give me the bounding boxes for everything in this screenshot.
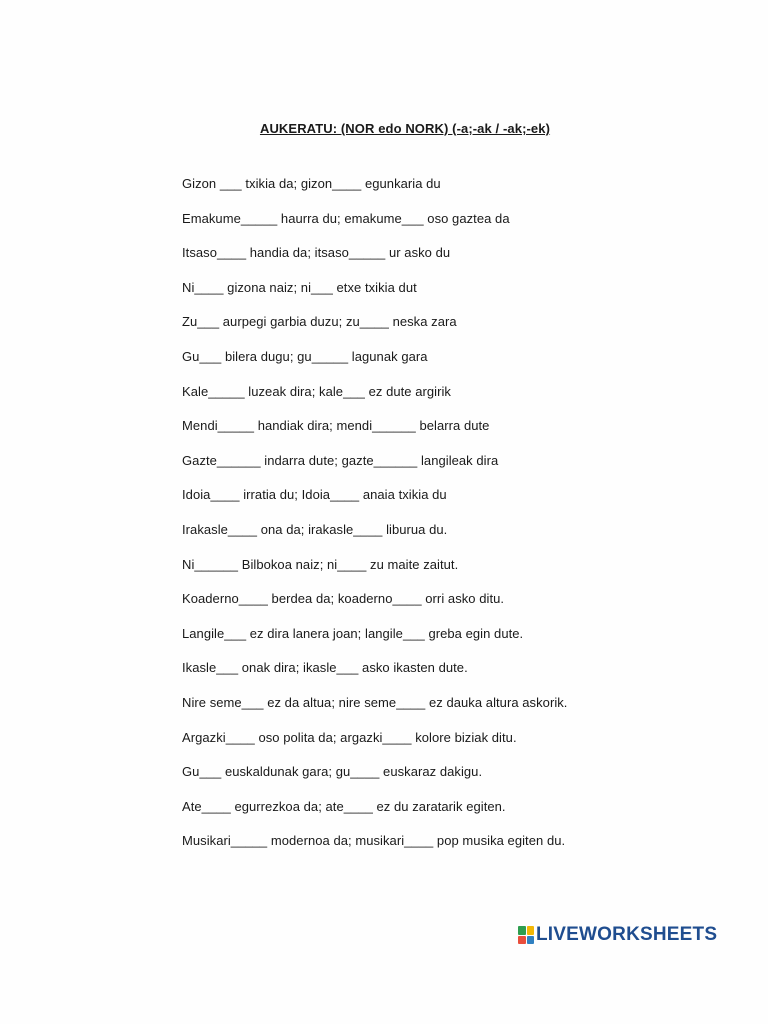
exercise-line: Zu___ aurpegi garbia duzu; zu____ neska zara [182, 314, 457, 330]
exercise-line: Gazte______ indarra dute; gazte______ langileak dira [182, 452, 499, 468]
exercise-line: Irakasle____ ona da; irakasle____ liburua du. [182, 521, 448, 537]
exercise-line: Gu___ bilera dugu; gu_____ lagunak gara [182, 348, 428, 364]
logo-square [518, 936, 526, 945]
exercise-line: Ni____ gizona naiz; ni___ etxe txikia dut [182, 279, 417, 295]
exercise-line: Ate____ egurrezkoa da; ate____ ez du zaratarik egiten. [182, 798, 506, 814]
exercise-list [182, 176, 567, 868]
liveworksheets-logo [518, 924, 717, 946]
exercise-line: Gizon ___ txikia da; gizon____ egunkaria du [182, 176, 441, 191]
logo-square [527, 936, 535, 945]
worksheet-title: AUKERATU: (NOR edo NORK) (-a;-ak / -ak;-ek) [259, 121, 551, 136]
exercise-line: Itsaso____ handia da; itsaso_____ ur asko du [182, 245, 451, 261]
exercise-line: Ikasle___ onak dira; ikasle___ asko ikasten dute. [182, 660, 468, 676]
exercise-line: Emakume_____ haurra du; emakume___ oso gaztea da [182, 210, 510, 226]
exercise-line: Idoia____ irratia du; Idoia____ anaia txikia du [182, 487, 447, 503]
logo-square [518, 926, 526, 935]
exercise-line: Musikari_____ modernoa da; musikari____ pop musika egiten du. [182, 833, 566, 849]
liveworksheets-logo-icon [518, 926, 534, 944]
exercise-line: Koaderno____ berdea da; koaderno____ orri asko ditu. [182, 591, 505, 607]
exercise-line: Nire seme___ ez da altua; nire seme____ ez dauka altura askorik. [182, 694, 568, 710]
exercise-line: Gu___ euskaldunak gara; gu____ euskaraz dakigu. [182, 764, 483, 780]
exercise-line: Ni______ Bilbokoa naiz; ni____ zu maite zaitut. [182, 556, 459, 572]
exercise-line: Langile___ ez dira lanera joan; langile___ greba egin dute. [182, 625, 524, 641]
exercise-line: Argazki____ oso polita da; argazki____ kolore biziak ditu. [182, 729, 517, 745]
exercise-line: Mendi_____ handiak dira; mendi______ belarra dute [182, 418, 490, 434]
logo-square [527, 926, 535, 935]
logo-text: LIVEWORKSHEETS [536, 924, 718, 945]
exercise-line: Kale_____ luzeak dira; kale___ ez dute argirik [182, 383, 451, 399]
